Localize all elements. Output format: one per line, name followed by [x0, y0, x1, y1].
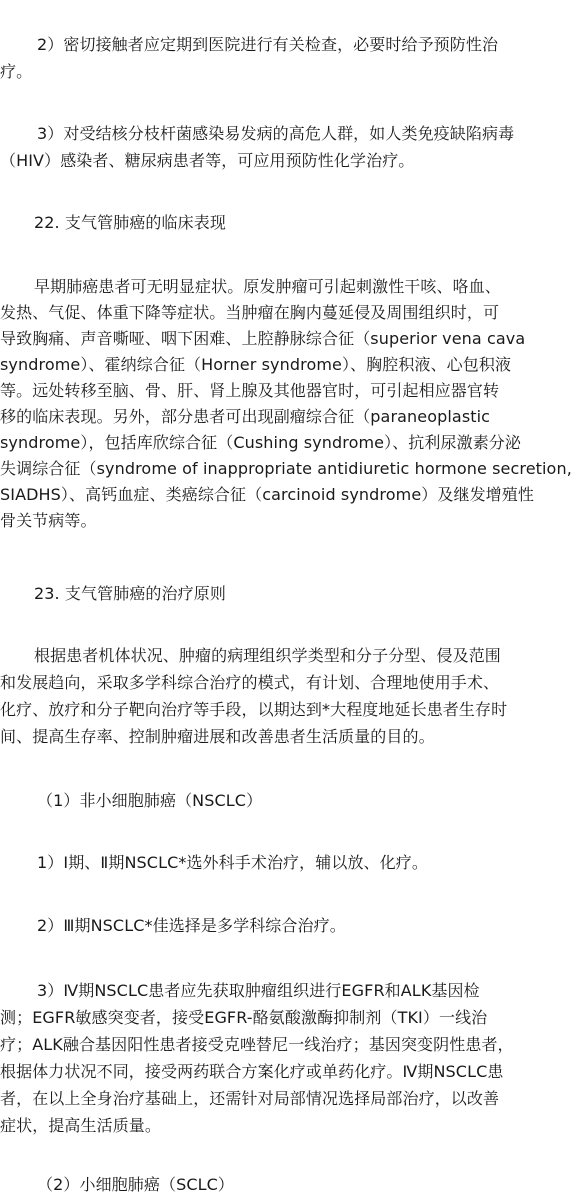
- text-line: 发热、气促、体重下降等症状。当肿瘤在胸内蔓延侵及周围组织时，可: [0, 303, 500, 322]
- item2-paragraph: [0, 32, 582, 86]
- sclc-subheading-text: （2）小细胞肺癌（SCLC）: [37, 1175, 234, 1194]
- text-line: syndrome），包括库欣综合征（Cushing syndrome）、抗利尿激素分泌: [0, 433, 522, 452]
- text-line: 和发展趋向，采取多学科综合治疗的模式，有计划、合理地使用手术、: [0, 673, 500, 692]
- nsclc-subheading: [0, 788, 582, 815]
- text-line: 3）对受结核分枝杆菌感染易发病的高危人群，如人类免疫缺陷病毒: [37, 124, 515, 143]
- nsclc-item-2-text: 2）Ⅲ期NSCLC*佳选择是多学科综合治疗。: [37, 916, 346, 935]
- text-line: 间、提高生存率、控制肿瘤进展和改善患者生活质量的目的。: [0, 727, 435, 746]
- text-line: 化疗、放疗和分子靶向治疗等手段，以期达到*大程度地延长患者生存时: [0, 700, 508, 719]
- nsclc-item-2: [0, 913, 582, 940]
- nsclc-item-1-text: 1）Ⅰ期、Ⅱ期NSCLC*选外科手术治疗，辅以放、化疗。: [37, 853, 428, 872]
- nsclc-item-1: [0, 850, 582, 877]
- nsclc-subheading-text: （1）非小细胞肺癌（NSCLC）: [37, 791, 263, 810]
- text-line: （HIV）感染者、糖尿病患者等，可应用预防性化学治疗。: [0, 151, 415, 170]
- text-line: 疗。: [0, 62, 33, 81]
- text-line: syndrome）、霍纳综合征（Horner syndrome）、胸腔积液、心包积液: [0, 355, 512, 374]
- text-line: 失调综合征（syndrome of inappropriate antidiuretic hormone secretion,: [0, 459, 572, 478]
- text-line: 根据患者机体状况、肿瘤的病理组织学类型和分子分型、侵及范围: [34, 646, 501, 665]
- section-23-heading: [0, 581, 582, 608]
- text-line: 症状，提高生活质量。: [0, 1116, 162, 1135]
- text-line: SIADHS）、高钙血症、类癌综合征（carcinoid syndrome）及继发增殖性: [0, 485, 534, 504]
- text-line: 者，在以上全身治疗基础上，还需针对局部情况选择局部治疗，以改善: [0, 1089, 500, 1108]
- section-23-paragraph: [0, 643, 582, 753]
- text-line: 早期肺癌患者可无明显症状。原发肿瘤可引起刺激性干咳、咯血、: [34, 277, 501, 296]
- text-line: 根据体力状况不同，接受两药联合方案化疗或单药化疗。Ⅳ期NSCLC患: [0, 1062, 504, 1081]
- item3-paragraph: [0, 121, 582, 175]
- text-line: 疗；ALK融合基因阳性患者接受克唑替尼一线治疗；基因突变阴性患者，: [0, 1035, 514, 1054]
- text-line: 测；EGFR敏感突变者，接受EGFR-酪氨酸激酶抑制剂（TKI）一线治: [0, 1008, 488, 1027]
- text-line: 导致胸痛、声音嘶哑、咽下困难、上腔静脉综合征（superior vena cava: [0, 329, 526, 348]
- text-line: 骨关节病等。: [0, 511, 97, 530]
- sclc-subheading: [0, 1172, 582, 1199]
- section-22-heading-text: 22. 支气管肺癌的临床表现: [34, 213, 226, 232]
- text-line: 3）Ⅳ期NSCLC患者应先获取肿瘤组织进行EGFR和ALK基因检: [37, 981, 480, 1000]
- nsclc-item-3: [0, 978, 582, 1143]
- section-22-heading: [0, 210, 582, 237]
- text-line: 移的临床表现。另外，部分患者可出现副瘤综合征（paraneoplastic: [0, 407, 491, 426]
- section-22-paragraph: [0, 274, 582, 544]
- section-23-heading-text: 23. 支气管肺癌的治疗原则: [34, 584, 226, 603]
- text-line: 2）密切接触者应定期到医院进行有关检查，必要时给予预防性治: [37, 35, 499, 54]
- text-line: 等。远处转移至脑、骨、肝、肾上腺及其他器官时，可引起相应器官转: [0, 381, 500, 400]
